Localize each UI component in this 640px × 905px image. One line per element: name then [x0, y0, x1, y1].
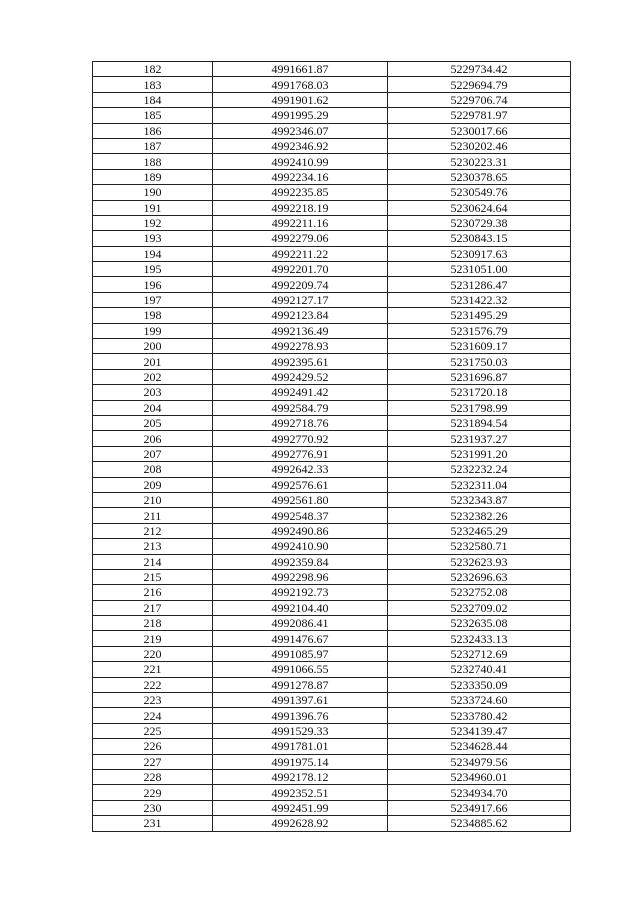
point-number-cell: 202: [93, 369, 213, 384]
table-row: [93, 369, 571, 384]
x-coordinate-cell: 4992561.80: [213, 492, 388, 507]
table-row: [93, 446, 571, 461]
point-number-cell: 213: [93, 539, 213, 554]
x-coordinate-cell: 4992718.76: [213, 415, 388, 430]
table-row: [93, 92, 571, 107]
table-row: [93, 677, 571, 692]
table-row: [93, 292, 571, 307]
y-coordinate-cell: 5229781.97: [388, 108, 571, 123]
x-coordinate-cell: 4991901.62: [213, 92, 388, 107]
point-number-cell: 221: [93, 662, 213, 677]
table-row: [93, 800, 571, 815]
y-coordinate-cell: 5230624.64: [388, 200, 571, 215]
table-row: [93, 646, 571, 661]
y-coordinate-cell: 5233350.09: [388, 677, 571, 692]
y-coordinate-cell: 5232343.87: [388, 492, 571, 507]
point-number-cell: 218: [93, 616, 213, 631]
x-coordinate-cell: 4991781.01: [213, 739, 388, 754]
y-coordinate-cell: 5234917.66: [388, 800, 571, 815]
y-coordinate-cell: 5232433.13: [388, 631, 571, 646]
y-coordinate-cell: 5232635.08: [388, 616, 571, 631]
y-coordinate-cell: 5232382.26: [388, 508, 571, 523]
table-row: [93, 477, 571, 492]
table-row: [93, 523, 571, 538]
y-coordinate-cell: 5230223.31: [388, 154, 571, 169]
y-coordinate-cell: 5234960.01: [388, 769, 571, 784]
x-coordinate-cell: 4992298.96: [213, 569, 388, 584]
point-number-cell: 182: [93, 62, 213, 77]
x-coordinate-cell: 4992136.49: [213, 323, 388, 338]
y-coordinate-cell: 5230549.76: [388, 185, 571, 200]
point-number-cell: 183: [93, 77, 213, 92]
table-row: [93, 62, 571, 77]
table-row: [93, 339, 571, 354]
y-coordinate-cell: 5234139.47: [388, 723, 571, 738]
x-coordinate-cell: 4991975.14: [213, 754, 388, 769]
x-coordinate-cell: 4992178.12: [213, 769, 388, 784]
x-coordinate-cell: 4992451.99: [213, 800, 388, 815]
table-row: [93, 662, 571, 677]
x-coordinate-cell: 4992211.22: [213, 246, 388, 261]
y-coordinate-cell: 5231798.99: [388, 400, 571, 415]
point-number-cell: 206: [93, 431, 213, 446]
y-coordinate-cell: 5233724.60: [388, 693, 571, 708]
table-row: [93, 154, 571, 169]
point-number-cell: 225: [93, 723, 213, 738]
x-coordinate-cell: 4992211.16: [213, 215, 388, 230]
point-number-cell: 187: [93, 138, 213, 153]
table-row: [93, 739, 571, 754]
y-coordinate-cell: 5230202.46: [388, 138, 571, 153]
point-number-cell: 190: [93, 185, 213, 200]
point-number-cell: 223: [93, 693, 213, 708]
y-coordinate-cell: 5230729.38: [388, 215, 571, 230]
y-coordinate-cell: 5234885.62: [388, 816, 571, 831]
x-coordinate-cell: 4992234.16: [213, 169, 388, 184]
coordinates-table: [92, 61, 571, 832]
y-coordinate-cell: 5232752.08: [388, 585, 571, 600]
x-coordinate-cell: 4991396.76: [213, 708, 388, 723]
point-number-cell: 199: [93, 323, 213, 338]
table-row: [93, 123, 571, 138]
y-coordinate-cell: 5230378.65: [388, 169, 571, 184]
table-row: [93, 785, 571, 800]
table-row: [93, 262, 571, 277]
y-coordinate-cell: 5229706.74: [388, 92, 571, 107]
y-coordinate-cell: 5231750.03: [388, 354, 571, 369]
y-coordinate-cell: 5231937.27: [388, 431, 571, 446]
table-row: [93, 631, 571, 646]
point-number-cell: 188: [93, 154, 213, 169]
x-coordinate-cell: 4992279.06: [213, 231, 388, 246]
table-row: [93, 554, 571, 569]
coordinates-table-body: [93, 62, 571, 832]
table-row: [93, 400, 571, 415]
table-row: [93, 431, 571, 446]
y-coordinate-cell: 5230917.63: [388, 246, 571, 261]
x-coordinate-cell: 4992346.92: [213, 138, 388, 153]
y-coordinate-cell: 5231991.20: [388, 446, 571, 461]
x-coordinate-cell: 4991278.87: [213, 677, 388, 692]
table-row: [93, 277, 571, 292]
table-row: [93, 723, 571, 738]
y-coordinate-cell: 5231696.87: [388, 369, 571, 384]
y-coordinate-cell: 5232740.41: [388, 662, 571, 677]
point-number-cell: 214: [93, 554, 213, 569]
x-coordinate-cell: 4992429.52: [213, 369, 388, 384]
x-coordinate-cell: 4992628.92: [213, 816, 388, 831]
point-number-cell: 203: [93, 385, 213, 400]
y-coordinate-cell: 5232696.63: [388, 569, 571, 584]
table-row: [93, 354, 571, 369]
table-row: [93, 185, 571, 200]
y-coordinate-cell: 5231286.47: [388, 277, 571, 292]
x-coordinate-cell: 4992192.73: [213, 585, 388, 600]
x-coordinate-cell: 4991768.03: [213, 77, 388, 92]
table-row: [93, 246, 571, 261]
table-row: [93, 415, 571, 430]
y-coordinate-cell: 5234628.44: [388, 739, 571, 754]
x-coordinate-cell: 4992490.86: [213, 523, 388, 538]
x-coordinate-cell: 4992642.33: [213, 462, 388, 477]
point-number-cell: 198: [93, 308, 213, 323]
point-number-cell: 231: [93, 816, 213, 831]
table-row: [93, 492, 571, 507]
table-row: [93, 600, 571, 615]
point-number-cell: 210: [93, 492, 213, 507]
x-coordinate-cell: 4992235.85: [213, 185, 388, 200]
point-number-cell: 201: [93, 354, 213, 369]
y-coordinate-cell: 5232709.02: [388, 600, 571, 615]
point-number-cell: 224: [93, 708, 213, 723]
y-coordinate-cell: 5231422.32: [388, 292, 571, 307]
y-coordinate-cell: 5230843.15: [388, 231, 571, 246]
y-coordinate-cell: 5231576.79: [388, 323, 571, 338]
x-coordinate-cell: 4991529.33: [213, 723, 388, 738]
x-coordinate-cell: 4992346.07: [213, 123, 388, 138]
point-number-cell: 194: [93, 246, 213, 261]
table-row: [93, 769, 571, 784]
x-coordinate-cell: 4992491.42: [213, 385, 388, 400]
point-number-cell: 216: [93, 585, 213, 600]
point-number-cell: 204: [93, 400, 213, 415]
y-coordinate-cell: 5229694.79: [388, 77, 571, 92]
table-row: [93, 569, 571, 584]
x-coordinate-cell: 4992584.79: [213, 400, 388, 415]
x-coordinate-cell: 4992395.61: [213, 354, 388, 369]
table-row: [93, 816, 571, 831]
point-number-cell: 228: [93, 769, 213, 784]
table-row: [93, 539, 571, 554]
table-row: [93, 693, 571, 708]
x-coordinate-cell: 4992218.19: [213, 200, 388, 215]
point-number-cell: 184: [93, 92, 213, 107]
x-coordinate-cell: 4992770.92: [213, 431, 388, 446]
x-coordinate-cell: 4992278.93: [213, 339, 388, 354]
point-number-cell: 205: [93, 415, 213, 430]
x-coordinate-cell: 4992359.84: [213, 554, 388, 569]
table-row: [93, 708, 571, 723]
table-row: [93, 462, 571, 477]
y-coordinate-cell: 5232623.93: [388, 554, 571, 569]
x-coordinate-cell: 4992201.70: [213, 262, 388, 277]
point-number-cell: 192: [93, 215, 213, 230]
x-coordinate-cell: 4991397.61: [213, 693, 388, 708]
point-number-cell: 207: [93, 446, 213, 461]
point-number-cell: 196: [93, 277, 213, 292]
y-coordinate-cell: 5231894.54: [388, 415, 571, 430]
point-number-cell: 197: [93, 292, 213, 307]
table-row: [93, 385, 571, 400]
x-coordinate-cell: 4991476.67: [213, 631, 388, 646]
table-row: [93, 138, 571, 153]
y-coordinate-cell: 5229734.42: [388, 62, 571, 77]
table-row: [93, 77, 571, 92]
point-number-cell: 193: [93, 231, 213, 246]
x-coordinate-cell: 4992104.40: [213, 600, 388, 615]
y-coordinate-cell: 5230017.66: [388, 123, 571, 138]
point-number-cell: 229: [93, 785, 213, 800]
x-coordinate-cell: 4991995.29: [213, 108, 388, 123]
x-coordinate-cell: 4992352.51: [213, 785, 388, 800]
y-coordinate-cell: 5232311.04: [388, 477, 571, 492]
y-coordinate-cell: 5231609.17: [388, 339, 571, 354]
point-number-cell: 191: [93, 200, 213, 215]
x-coordinate-cell: 4992410.90: [213, 539, 388, 554]
point-number-cell: 200: [93, 339, 213, 354]
y-coordinate-cell: 5232465.29: [388, 523, 571, 538]
y-coordinate-cell: 5232712.69: [388, 646, 571, 661]
y-coordinate-cell: 5231495.29: [388, 308, 571, 323]
point-number-cell: 211: [93, 508, 213, 523]
table-row: [93, 108, 571, 123]
table-row: [93, 616, 571, 631]
point-number-cell: 212: [93, 523, 213, 538]
point-number-cell: 222: [93, 677, 213, 692]
x-coordinate-cell: 4991066.55: [213, 662, 388, 677]
x-coordinate-cell: 4991661.87: [213, 62, 388, 77]
y-coordinate-cell: 5234934.70: [388, 785, 571, 800]
point-number-cell: 220: [93, 646, 213, 661]
table-row: [93, 585, 571, 600]
point-number-cell: 185: [93, 108, 213, 123]
table-row: [93, 200, 571, 215]
table-row: [93, 169, 571, 184]
point-number-cell: 208: [93, 462, 213, 477]
y-coordinate-cell: 5232580.71: [388, 539, 571, 554]
table-row: [93, 215, 571, 230]
point-number-cell: 195: [93, 262, 213, 277]
x-coordinate-cell: 4992576.61: [213, 477, 388, 492]
table-row: [93, 308, 571, 323]
point-number-cell: 226: [93, 739, 213, 754]
point-number-cell: 209: [93, 477, 213, 492]
y-coordinate-cell: 5231051.00: [388, 262, 571, 277]
point-number-cell: 189: [93, 169, 213, 184]
x-coordinate-cell: 4992410.99: [213, 154, 388, 169]
x-coordinate-cell: 4991085.97: [213, 646, 388, 661]
point-number-cell: 219: [93, 631, 213, 646]
x-coordinate-cell: 4992548.37: [213, 508, 388, 523]
x-coordinate-cell: 4992209.74: [213, 277, 388, 292]
table-row: [93, 231, 571, 246]
point-number-cell: 227: [93, 754, 213, 769]
y-coordinate-cell: 5233780.42: [388, 708, 571, 723]
table-row: [93, 754, 571, 769]
x-coordinate-cell: 4992086.41: [213, 616, 388, 631]
x-coordinate-cell: 4992127.17: [213, 292, 388, 307]
point-number-cell: 186: [93, 123, 213, 138]
point-number-cell: 215: [93, 569, 213, 584]
table-row: [93, 508, 571, 523]
x-coordinate-cell: 4992776.91: [213, 446, 388, 461]
y-coordinate-cell: 5231720.18: [388, 385, 571, 400]
x-coordinate-cell: 4992123.84: [213, 308, 388, 323]
point-number-cell: 230: [93, 800, 213, 815]
table-row: [93, 323, 571, 338]
point-number-cell: 217: [93, 600, 213, 615]
y-coordinate-cell: 5232232.24: [388, 462, 571, 477]
y-coordinate-cell: 5234979.56: [388, 754, 571, 769]
